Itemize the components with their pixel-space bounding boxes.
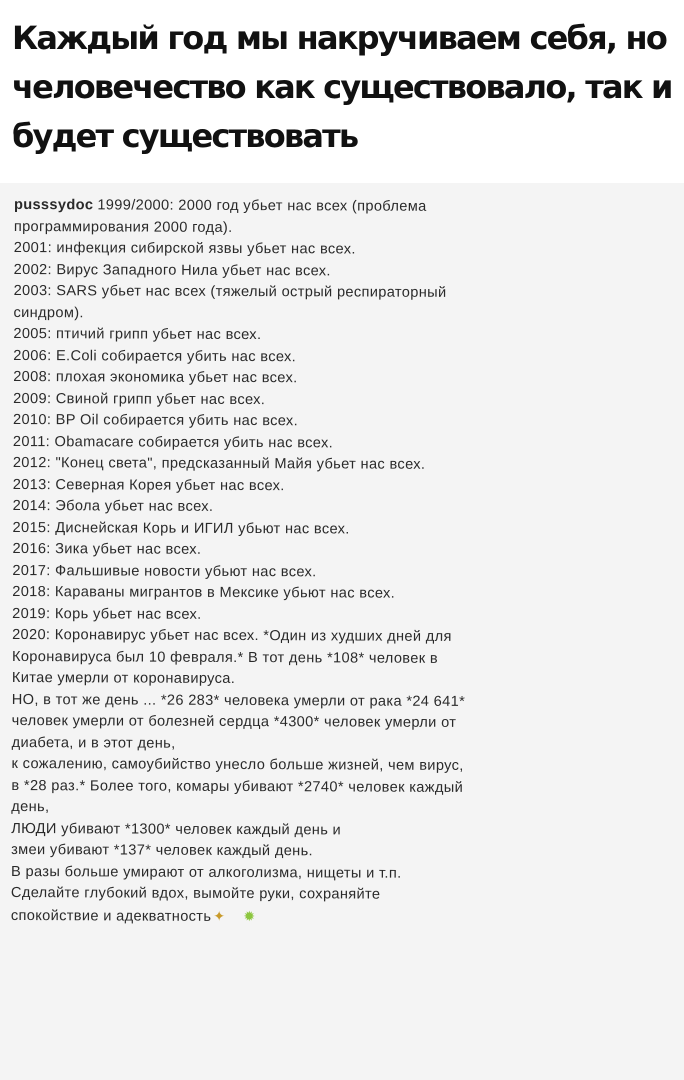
post-line-1 [14,195,678,219]
post-line: 2011: Obamacare собирается убить нас всех. [12,433,334,451]
post-line: 2015: Диснейская Корь и ИГИЛ убьют нас всех. [12,519,350,537]
post-line: 2006: E.Coli собирается убить нас всех. [13,347,297,365]
post-line: 2009: Свиной грипп убьет нас всех. [13,390,266,408]
post-line: программирования 2000 года). [13,218,233,236]
post-line-last [11,904,675,929]
virus-icon: ✹ [243,907,256,924]
post-line: змеи убивают *137* человек каждый день. [11,841,314,860]
headline-line-3: будет существовать [12,117,358,155]
post-line: день, [11,798,50,816]
post-line: 2017: Фальшивые новости убьют нас всех. [12,562,317,580]
post-line: 2016: Зика убьет нас всех. [12,540,202,558]
post-line: к сожалению, самоубийство унесло больше жизней, чем вирус, [11,755,464,774]
post-line: 2003: SARS убьет нас всех (тяжелый острый респираторный [13,282,447,301]
post-line-text: спокойствие и адекватность [10,907,212,925]
post-line: диабета, и в этот день, [11,734,176,752]
post-line: человек умерли от болезней сердца *4300* человек умерли от [11,712,457,731]
post-line-text: 1999/2000: 2000 год убьет нас всех (проблема [97,197,427,215]
post-line: Сделайте глубокий вдох, вымойте руки, сохраняйте [10,884,381,903]
post-line: 2008: плохая экономика убьет нас всех. [13,368,298,387]
post-text [11,195,678,930]
post-line: 2005: птичий грипп убьет нас всех. [13,325,262,344]
headline-line-2: человечество как существовало, так и [12,68,672,106]
post-line: 2002: Вирус Западного Нила убьет нас всех. [13,261,331,279]
post-line: НО, в тот же день ... *26 283* человека умерли от рака *24 641* [11,691,466,710]
post-line: 2018: Караваны мигрантов в Мексике убьют нас всех. [12,583,396,602]
post-line: 2012: "Конец света", предсказанный Майя убьет нас всех. [12,454,426,473]
post-line: 2019: Корь убьет нас всех. [12,605,202,623]
post-line: в *28 раз.* Более того, комары убивают *2740* человек каждый [11,777,464,796]
post-line: Коронавируса был 10 февраля.* В тот день *108* человек в [11,648,439,667]
raised-hands-icon: ✦ [213,907,226,924]
post-line: синдром). [13,304,84,321]
post-line: 2014: Эбола убьет нас всех. [12,497,214,515]
post-username[interactable]: pusssydoc [13,196,94,214]
post-line: 2010: BP Oil собирается убить нас всех. [12,411,299,430]
post-line: 2001: инфекция сибирской язвы убьет нас всех. [13,239,356,258]
post-line: Китае умерли от коронавируса. [11,669,236,687]
post-line: 2020: Коронавирус убьет нас всех. *Один из худших дней для [12,626,452,645]
post-line: ЛЮДИ убивают *1300* человек каждый день и [11,820,342,838]
headline-line-1: Каждый год мы накручиваем себя, но [12,19,667,57]
headline [12,14,678,161]
post-line: 2013: Северная Корея убьет нас всех. [12,476,285,494]
post-line: В разы больше умирают от алкоголизма, нищеты и т.п. [11,863,402,882]
